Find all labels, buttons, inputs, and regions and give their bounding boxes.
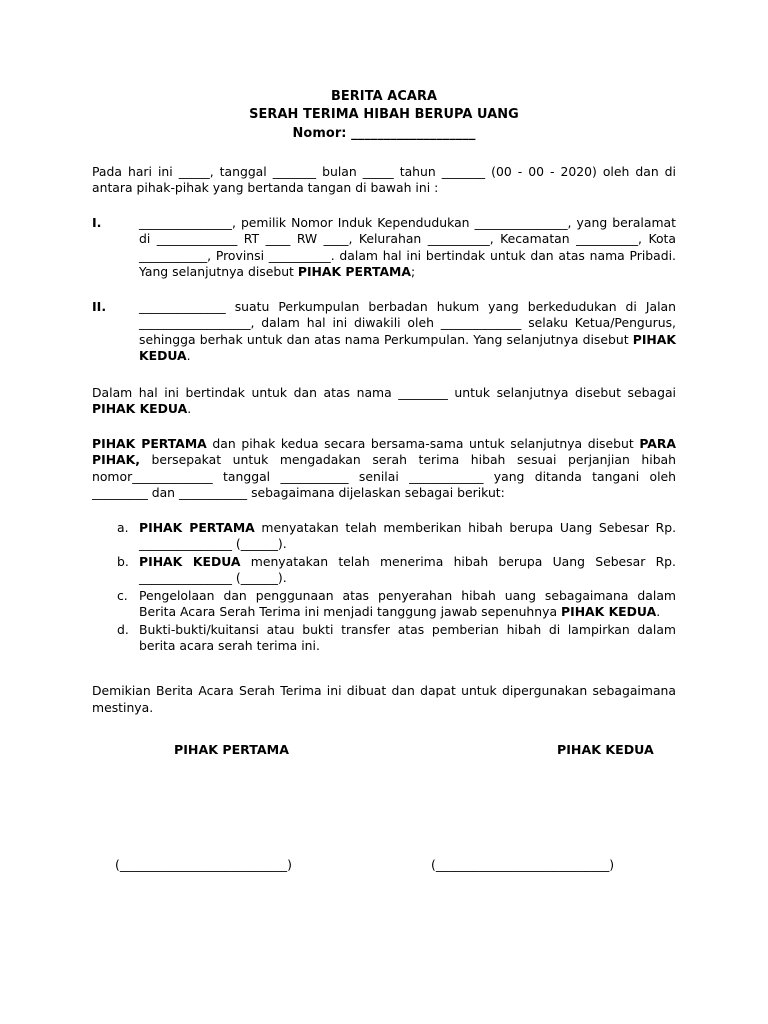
- clause-marker-ii: II.: [92, 298, 107, 314]
- clause-ii-text-1: suatu Perkumpulan berbadan hukum yang berkedudukan di Jalan: [225, 298, 676, 314]
- clause-i-blank-nik[interactable]: _______________: [474, 214, 568, 230]
- intro-paragraph: [92, 164, 676, 197]
- clause-i-blank-rt[interactable]: ____: [265, 231, 291, 247]
- agreement-term-para-pihak: PARA PIHAK,: [92, 435, 676, 468]
- clause-first-party: [92, 215, 676, 281]
- clause-ii-blank-jalan[interactable]: __________________: [139, 315, 251, 331]
- intro-text-1: Pada hari ini: [92, 163, 179, 179]
- clause-i-blank-provinsi[interactable]: __________: [268, 247, 331, 263]
- signature-heading-second-party: PIHAK KEDUA: [557, 742, 654, 758]
- intro-text-2: , tanggal: [209, 163, 273, 179]
- signature-line-first-party[interactable]: (___________________________): [115, 857, 292, 873]
- signature-heading-first-party: PIHAK PERTAMA: [174, 742, 289, 758]
- agreement-blank-signer-1[interactable]: _________: [92, 485, 148, 501]
- agreement-blank-senilai[interactable]: ____________: [409, 468, 484, 484]
- spacer-before-closing: [92, 667, 676, 683]
- acting-blank-name[interactable]: ________: [398, 384, 448, 400]
- item-b-text-1: menyatakan telah menerima hibah berupa Uang Sebesar Rp.: [240, 553, 676, 569]
- agreement-blank-nomor[interactable]: _____________: [132, 468, 213, 484]
- signature-lines: [92, 857, 676, 874]
- intro-text-4: tahun: [393, 163, 442, 179]
- list-item: [92, 588, 676, 621]
- item-a-term-pihak-pertama: PIHAK PERTAMA: [139, 519, 255, 535]
- document-number-label: Nomor:: [292, 125, 347, 141]
- clause-i-blank-address[interactable]: _____________: [156, 231, 238, 247]
- agreement-term-pihak-pertama: PIHAK PERTAMA: [92, 435, 207, 451]
- item-d-text-1: Bukti-bukti/kuitansi atau bukti transfer atas pemberian hibah di lampirkan dalam berita acara serah terima ini.: [139, 621, 676, 654]
- item-b-text-2: (: [231, 570, 241, 586]
- acting-text-2: untuk selanjutnya disebut sebagai: [447, 384, 676, 400]
- item-b-text-3: ).: [277, 570, 287, 586]
- item-b-term-pihak-kedua: PIHAK KEDUA: [139, 553, 241, 569]
- clause-body-ii: [139, 299, 676, 365]
- item-c-text-2: .: [656, 604, 661, 620]
- agreement-text-7: sebagaimana dijelaskan sebagai berikut:: [247, 485, 505, 501]
- agreement-text-5: yang ditanda tangani oleh: [483, 468, 677, 484]
- title-line-primary: BERITA ACARA: [330, 89, 438, 104]
- item-a-text-1: menyatakan telah memberikan hibah berupa Uang Sebesar Rp.: [254, 519, 677, 535]
- clause-i-text-1: , pemilik Nomor Induk Kependudukan: [231, 214, 475, 230]
- list-body-c: [139, 588, 676, 621]
- clause-ii-blank-org[interactable]: ______________: [139, 298, 226, 314]
- clause-i-text-3: RT: [237, 231, 266, 247]
- item-b-blank-amount[interactable]: _______________: [139, 570, 232, 586]
- spacer-after-clauses: [92, 365, 676, 385]
- agreement-text-2: bersepakat untuk mengadakan serah terima hibah sesuai perjanjian hibah nomor: [92, 452, 676, 484]
- agreement-text-4: senilai: [348, 468, 410, 484]
- signature-headings: [92, 742, 676, 759]
- list-body-d: [139, 622, 676, 655]
- provisions-list: [92, 520, 676, 655]
- list-item: [92, 622, 676, 655]
- clause-i-blank-kelurahan[interactable]: __________: [427, 231, 490, 247]
- list-item: [92, 520, 676, 553]
- paragraph-acting-on-behalf: [92, 385, 676, 418]
- clause-i-blank-kota[interactable]: ___________: [139, 247, 208, 263]
- acting-text-3: .: [187, 401, 192, 417]
- clause-ii-text-2: , dalam hal ini diwakili oleh: [250, 315, 441, 331]
- intro-blank-day[interactable]: _____: [178, 163, 210, 179]
- clause-i-text-6: , Kecamatan: [489, 231, 577, 247]
- agreement-text-1: dan pihak kedua secara bersama-sama untuk selanjutnya disebut: [206, 435, 640, 451]
- list-body-a: [139, 520, 676, 553]
- title-line-secondary: SERAH TERIMA HIBAH BERUPA UANG: [249, 107, 519, 123]
- item-c-term-pihak-kedua: PIHAK KEDUA: [561, 604, 657, 620]
- clause-ii-blank-representative[interactable]: _____________: [440, 315, 522, 331]
- intro-text-3: bulan: [316, 163, 363, 179]
- clause-i-text-5: , Kelurahan: [348, 231, 428, 247]
- agreement-blank-signer-2[interactable]: ___________: [178, 485, 248, 501]
- list-marker-b: b.: [117, 553, 129, 569]
- spacer-before-agreement: [92, 418, 676, 436]
- list-marker-a: a.: [117, 519, 129, 535]
- clause-marker-i: I.: [92, 214, 102, 230]
- agreement-blank-tanggal[interactable]: ___________: [280, 468, 349, 484]
- clause-i-term-pihak-pertama: PIHAK PERTAMA: [297, 264, 411, 280]
- document-title-block: [92, 88, 676, 143]
- clause-ii-text-3: selaku Ketua/Pengurus, sehingga berhak untuk dan atas nama Perkumpulan. Yang selanjutnya disebut: [139, 315, 676, 347]
- clause-second-party: [92, 299, 676, 365]
- clause-i-text-9: . dalam hal ini bertindak untuk dan atas nama Pribadi. Yang selanjutnya disebut: [139, 247, 676, 280]
- item-c-text-1: Pengelolaan dan penggunaan atas penyerahan hibah uang sebagaimana dalam Berita Acara Serah Terima ini menjadi tanggung jawab sepenuhnya: [139, 587, 676, 620]
- agreement-text-3: tanggal: [212, 468, 281, 484]
- clause-body-i: [139, 215, 676, 281]
- acting-term-pihak-kedua: PIHAK KEDUA: [92, 401, 188, 417]
- list-marker-d: d.: [117, 621, 129, 637]
- intro-blank-year[interactable]: _______: [441, 163, 486, 179]
- list-marker-c: c.: [117, 587, 128, 603]
- clause-i-text-7: , Kota: [638, 231, 676, 247]
- document-number-line: [92, 125, 676, 143]
- clause-i-blank-name[interactable]: _______________: [139, 214, 232, 230]
- clause-ii-term-pihak-kedua: PIHAK KEDUA: [139, 331, 676, 364]
- intro-blank-month[interactable]: _____: [362, 163, 394, 179]
- clause-i-text-2: , yang beralamat di: [139, 214, 676, 247]
- list-body-b: [139, 554, 676, 587]
- clause-i-text-10: ;: [410, 264, 416, 280]
- clause-i-blank-kecamatan[interactable]: __________: [576, 231, 639, 247]
- clause-i-blank-rw[interactable]: ____: [323, 231, 349, 247]
- signature-line-second-party[interactable]: (____________________________): [431, 857, 615, 873]
- item-b-blank-amount-words[interactable]: ______: [240, 570, 278, 586]
- acting-text-1: Dalam hal ini bertindak untuk dan atas nama: [92, 384, 399, 400]
- clause-i-text-4: RW: [290, 231, 324, 247]
- item-a-blank-amount-words[interactable]: ______: [240, 536, 278, 552]
- agreement-text-6: dan: [147, 485, 179, 501]
- item-a-text-3: ).: [277, 536, 287, 552]
- clause-i-text-8: , Provinsi: [207, 247, 269, 263]
- intro-blank-date[interactable]: _______: [272, 163, 317, 179]
- list-item: [92, 554, 676, 587]
- intro-text-5: (00 - 00 - 2020) oleh dan di antara pihak-pihak yang bertanda tangan di bawah ini :: [92, 163, 676, 196]
- item-a-text-2: (: [231, 536, 241, 552]
- paragraph-agreement: [92, 436, 676, 502]
- document-number-blank[interactable]: ___________________: [346, 125, 476, 141]
- closing-paragraph: Demikian Berita Acara Serah Terima ini dibuat dan dapat untuk dipergunakan sebagaimana mestinya.: [92, 683, 676, 715]
- item-a-blank-amount[interactable]: _______________: [139, 536, 232, 552]
- clause-ii-text-4: .: [186, 348, 191, 364]
